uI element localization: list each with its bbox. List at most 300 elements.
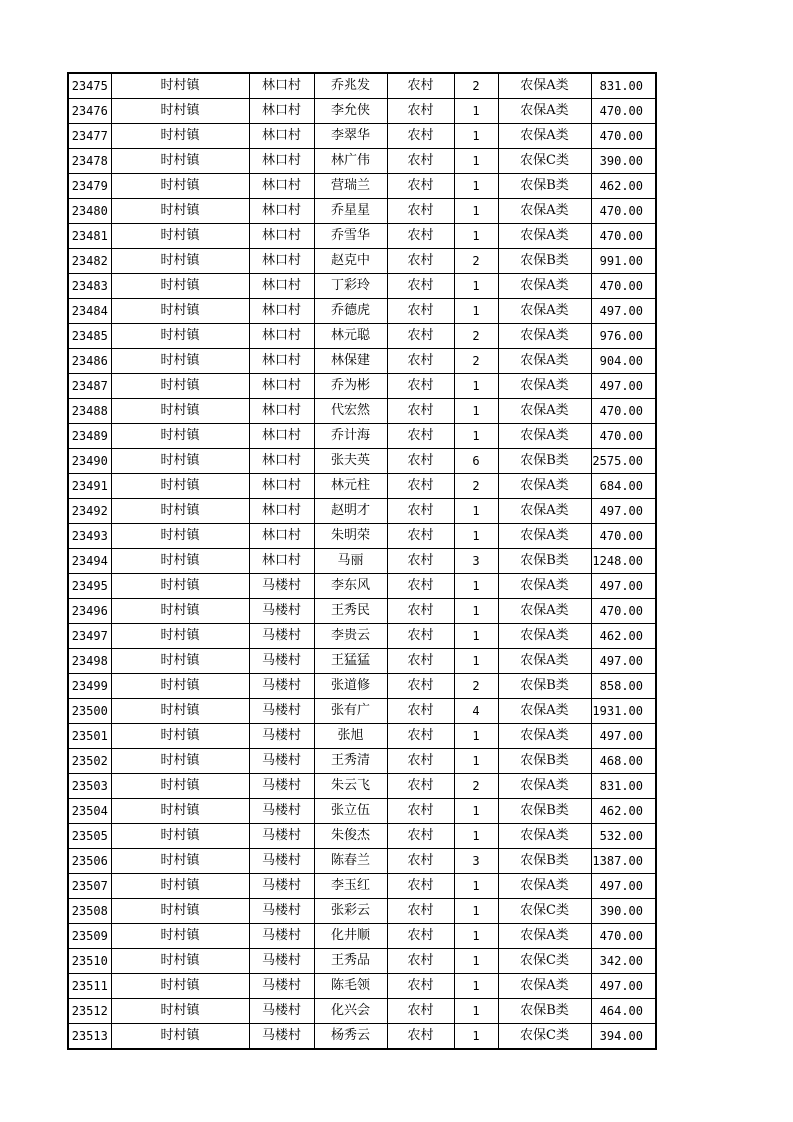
cell-village: 马楼村: [249, 699, 314, 724]
cell-id: 23486: [68, 349, 111, 374]
cell-count: 1: [454, 724, 498, 749]
cell-amount: 1248.00: [591, 549, 656, 574]
cell-category: 农保C类: [498, 149, 591, 174]
cell-name: 李贵云: [314, 624, 387, 649]
cell-id: 23488: [68, 399, 111, 424]
cell-name: 陈春兰: [314, 849, 387, 874]
cell-name: 化井顺: [314, 924, 387, 949]
table-row: [68, 774, 656, 799]
cell-name: 朱明荣: [314, 524, 387, 549]
table-row: [68, 374, 656, 399]
cell-town: 时村镇: [111, 924, 249, 949]
cell-category: 农保A类: [498, 699, 591, 724]
cell-town: 时村镇: [111, 799, 249, 824]
table-row: [68, 949, 656, 974]
cell-type: 农村: [387, 724, 454, 749]
cell-name: 林广伟: [314, 149, 387, 174]
cell-type: 农村: [387, 974, 454, 999]
cell-amount: 831.00: [591, 774, 656, 799]
cell-category: 农保A类: [498, 874, 591, 899]
table-row: [68, 924, 656, 949]
cell-id: 23484: [68, 299, 111, 324]
cell-town: 时村镇: [111, 374, 249, 399]
cell-id: 23477: [68, 124, 111, 149]
cell-count: 1: [454, 299, 498, 324]
cell-name: 化兴会: [314, 999, 387, 1024]
cell-name: 乔星星: [314, 199, 387, 224]
cell-id: 23509: [68, 924, 111, 949]
table-row: [68, 249, 656, 274]
cell-name: 李玉红: [314, 874, 387, 899]
cell-amount: 462.00: [591, 624, 656, 649]
cell-name: 王秀品: [314, 949, 387, 974]
cell-amount: 497.00: [591, 299, 656, 324]
cell-count: 2: [454, 324, 498, 349]
cell-village: 林口村: [249, 399, 314, 424]
cell-name: 朱俊杰: [314, 824, 387, 849]
cell-category: 农保B类: [498, 549, 591, 574]
table-row: [68, 824, 656, 849]
cell-village: 林口村: [249, 424, 314, 449]
cell-name: 杨秀云: [314, 1024, 387, 1050]
cell-count: 1: [454, 199, 498, 224]
cell-count: 1: [454, 999, 498, 1024]
cell-town: 时村镇: [111, 349, 249, 374]
cell-id: 23498: [68, 649, 111, 674]
cell-id: 23503: [68, 774, 111, 799]
cell-village: 林口村: [249, 499, 314, 524]
cell-amount: 342.00: [591, 949, 656, 974]
cell-village: 林口村: [249, 199, 314, 224]
cell-count: 1: [454, 974, 498, 999]
cell-type: 农村: [387, 174, 454, 199]
cell-village: 马楼村: [249, 974, 314, 999]
cell-type: 农村: [387, 899, 454, 924]
cell-type: 农村: [387, 824, 454, 849]
cell-name: 赵明才: [314, 499, 387, 524]
table-row: [68, 599, 656, 624]
table-body: [68, 73, 656, 1049]
cell-category: 农保A类: [498, 274, 591, 299]
cell-village: 马楼村: [249, 799, 314, 824]
cell-type: 农村: [387, 949, 454, 974]
cell-amount: 390.00: [591, 149, 656, 174]
cell-id: 23480: [68, 199, 111, 224]
table-row: [68, 424, 656, 449]
cell-type: 农村: [387, 474, 454, 499]
cell-village: 林口村: [249, 274, 314, 299]
cell-count: 2: [454, 674, 498, 699]
cell-amount: 497.00: [591, 974, 656, 999]
cell-id: 23510: [68, 949, 111, 974]
table-row: [68, 874, 656, 899]
table-row: [68, 149, 656, 174]
cell-village: 马楼村: [249, 674, 314, 699]
cell-category: 农保A类: [498, 424, 591, 449]
cell-village: 林口村: [249, 374, 314, 399]
cell-town: 时村镇: [111, 949, 249, 974]
table-row: [68, 749, 656, 774]
cell-town: 时村镇: [111, 749, 249, 774]
cell-category: 农保A类: [498, 324, 591, 349]
cell-id: 23495: [68, 574, 111, 599]
cell-village: 马楼村: [249, 924, 314, 949]
cell-type: 农村: [387, 99, 454, 124]
cell-name: 朱云飞: [314, 774, 387, 799]
cell-name: 赵克中: [314, 249, 387, 274]
cell-town: 时村镇: [111, 524, 249, 549]
cell-count: 1: [454, 374, 498, 399]
table-row: [68, 349, 656, 374]
cell-category: 农保A类: [498, 124, 591, 149]
cell-name: 丁彩玲: [314, 274, 387, 299]
cell-village: 林口村: [249, 73, 314, 99]
cell-count: 2: [454, 249, 498, 274]
cell-village: 马楼村: [249, 599, 314, 624]
cell-village: 林口村: [249, 474, 314, 499]
cell-town: 时村镇: [111, 424, 249, 449]
table-row: [68, 624, 656, 649]
cell-name: 林保建: [314, 349, 387, 374]
cell-town: 时村镇: [111, 549, 249, 574]
cell-amount: 470.00: [591, 274, 656, 299]
table-row: [68, 524, 656, 549]
cell-name: 张道修: [314, 674, 387, 699]
cell-count: 1: [454, 624, 498, 649]
cell-category: 农保C类: [498, 949, 591, 974]
cell-amount: 470.00: [591, 399, 656, 424]
cell-town: 时村镇: [111, 824, 249, 849]
cell-amount: 470.00: [591, 599, 656, 624]
table-row: [68, 274, 656, 299]
cell-type: 农村: [387, 674, 454, 699]
cell-village: 林口村: [249, 124, 314, 149]
table-row: [68, 849, 656, 874]
cell-town: 时村镇: [111, 299, 249, 324]
cell-id: 23508: [68, 899, 111, 924]
cell-type: 农村: [387, 324, 454, 349]
cell-id: 23492: [68, 499, 111, 524]
cell-amount: 497.00: [591, 499, 656, 524]
cell-amount: 464.00: [591, 999, 656, 1024]
cell-count: 1: [454, 874, 498, 899]
cell-name: 马丽: [314, 549, 387, 574]
cell-name: 乔雪华: [314, 224, 387, 249]
table-row: [68, 199, 656, 224]
cell-category: 农保A类: [498, 624, 591, 649]
cell-name: 陈毛领: [314, 974, 387, 999]
cell-id: 23475: [68, 73, 111, 99]
cell-town: 时村镇: [111, 624, 249, 649]
cell-amount: 462.00: [591, 174, 656, 199]
cell-type: 农村: [387, 274, 454, 299]
cell-category: 农保A类: [498, 574, 591, 599]
cell-name: 代宏然: [314, 399, 387, 424]
cell-amount: 497.00: [591, 374, 656, 399]
cell-category: 农保A类: [498, 924, 591, 949]
cell-town: 时村镇: [111, 599, 249, 624]
cell-count: 1: [454, 224, 498, 249]
table-row: [68, 124, 656, 149]
cell-count: 1: [454, 924, 498, 949]
cell-count: 1: [454, 424, 498, 449]
cell-count: 1: [454, 949, 498, 974]
cell-category: 农保A类: [498, 474, 591, 499]
cell-id: 23497: [68, 624, 111, 649]
cell-count: 4: [454, 699, 498, 724]
cell-type: 农村: [387, 999, 454, 1024]
cell-town: 时村镇: [111, 724, 249, 749]
cell-name: 李翠华: [314, 124, 387, 149]
cell-id: 23493: [68, 524, 111, 549]
cell-count: 1: [454, 274, 498, 299]
cell-count: 1: [454, 524, 498, 549]
cell-village: 林口村: [249, 349, 314, 374]
cell-town: 时村镇: [111, 149, 249, 174]
cell-type: 农村: [387, 549, 454, 574]
cell-town: 时村镇: [111, 274, 249, 299]
cell-category: 农保A类: [498, 399, 591, 424]
cell-name: 张立伍: [314, 799, 387, 824]
cell-name: 乔兆发: [314, 73, 387, 99]
cell-village: 林口村: [249, 524, 314, 549]
cell-id: 23513: [68, 1024, 111, 1050]
cell-amount: 497.00: [591, 874, 656, 899]
cell-id: 23512: [68, 999, 111, 1024]
cell-category: 农保A类: [498, 724, 591, 749]
cell-type: 农村: [387, 224, 454, 249]
cell-type: 农村: [387, 449, 454, 474]
cell-category: 农保A类: [498, 649, 591, 674]
table-row: [68, 224, 656, 249]
cell-count: 1: [454, 174, 498, 199]
cell-village: 马楼村: [249, 649, 314, 674]
cell-amount: 390.00: [591, 899, 656, 924]
table-row: [68, 499, 656, 524]
cell-category: 农保A类: [498, 774, 591, 799]
cell-type: 农村: [387, 199, 454, 224]
cell-id: 23499: [68, 674, 111, 699]
cell-id: 23494: [68, 549, 111, 574]
cell-type: 农村: [387, 624, 454, 649]
table-row: [68, 1024, 656, 1050]
cell-category: 农保A类: [498, 374, 591, 399]
cell-id: 23502: [68, 749, 111, 774]
cell-type: 农村: [387, 574, 454, 599]
cell-amount: 470.00: [591, 524, 656, 549]
cell-count: 1: [454, 749, 498, 774]
cell-count: 2: [454, 774, 498, 799]
cell-village: 马楼村: [249, 874, 314, 899]
cell-category: 农保A类: [498, 599, 591, 624]
cell-count: 1: [454, 99, 498, 124]
cell-count: 1: [454, 649, 498, 674]
cell-amount: 497.00: [591, 724, 656, 749]
cell-count: 2: [454, 349, 498, 374]
cell-category: 农保B类: [498, 849, 591, 874]
cell-village: 马楼村: [249, 849, 314, 874]
cell-id: 23489: [68, 424, 111, 449]
cell-village: 马楼村: [249, 774, 314, 799]
cell-village: 林口村: [249, 149, 314, 174]
cell-village: 马楼村: [249, 1024, 314, 1050]
cell-town: 时村镇: [111, 449, 249, 474]
cell-type: 农村: [387, 749, 454, 774]
cell-id: 23481: [68, 224, 111, 249]
cell-town: 时村镇: [111, 124, 249, 149]
cell-town: 时村镇: [111, 474, 249, 499]
cell-village: 林口村: [249, 174, 314, 199]
cell-count: 1: [454, 824, 498, 849]
cell-id: 23496: [68, 599, 111, 624]
table-row: [68, 724, 656, 749]
cell-town: 时村镇: [111, 1024, 249, 1050]
cell-amount: 1931.00: [591, 699, 656, 724]
cell-amount: 462.00: [591, 799, 656, 824]
cell-amount: 2575.00: [591, 449, 656, 474]
cell-town: 时村镇: [111, 649, 249, 674]
cell-town: 时村镇: [111, 699, 249, 724]
cell-town: 时村镇: [111, 73, 249, 99]
cell-amount: 470.00: [591, 99, 656, 124]
table-row: [68, 899, 656, 924]
cell-town: 时村镇: [111, 324, 249, 349]
cell-type: 农村: [387, 524, 454, 549]
cell-village: 林口村: [249, 249, 314, 274]
table-row: [68, 999, 656, 1024]
cell-town: 时村镇: [111, 849, 249, 874]
cell-category: 农保C类: [498, 1024, 591, 1050]
cell-type: 农村: [387, 649, 454, 674]
table-row: [68, 174, 656, 199]
cell-name: 张旭: [314, 724, 387, 749]
cell-type: 农村: [387, 849, 454, 874]
cell-town: 时村镇: [111, 399, 249, 424]
cell-type: 农村: [387, 399, 454, 424]
cell-village: 林口村: [249, 224, 314, 249]
table-row: [68, 649, 656, 674]
cell-name: 林元聪: [314, 324, 387, 349]
cell-name: 乔计海: [314, 424, 387, 449]
cell-type: 农村: [387, 499, 454, 524]
table-row: [68, 99, 656, 124]
cell-category: 农保B类: [498, 449, 591, 474]
cell-amount: 470.00: [591, 924, 656, 949]
cell-name: 王猛猛: [314, 649, 387, 674]
table-row: [68, 799, 656, 824]
cell-category: 农保A类: [498, 99, 591, 124]
cell-amount: 904.00: [591, 349, 656, 374]
cell-category: 农保A类: [498, 199, 591, 224]
cell-category: 农保A类: [498, 499, 591, 524]
cell-id: 23487: [68, 374, 111, 399]
cell-village: 马楼村: [249, 724, 314, 749]
cell-town: 时村镇: [111, 99, 249, 124]
cell-id: 23504: [68, 799, 111, 824]
table-row: [68, 574, 656, 599]
cell-name: 王秀清: [314, 749, 387, 774]
cell-category: 农保B类: [498, 749, 591, 774]
cell-amount: 1387.00: [591, 849, 656, 874]
cell-count: 1: [454, 599, 498, 624]
cell-count: 1: [454, 399, 498, 424]
cell-type: 农村: [387, 924, 454, 949]
cell-village: 马楼村: [249, 949, 314, 974]
cell-id: 23507: [68, 874, 111, 899]
cell-town: 时村镇: [111, 174, 249, 199]
cell-category: 农保A类: [498, 349, 591, 374]
cell-amount: 497.00: [591, 649, 656, 674]
cell-type: 农村: [387, 424, 454, 449]
cell-amount: 858.00: [591, 674, 656, 699]
cell-category: 农保A类: [498, 224, 591, 249]
cell-count: 1: [454, 574, 498, 599]
cell-category: 农保B类: [498, 249, 591, 274]
cell-type: 农村: [387, 1024, 454, 1050]
cell-village: 林口村: [249, 449, 314, 474]
cell-type: 农村: [387, 124, 454, 149]
cell-category: 农保B类: [498, 999, 591, 1024]
cell-amount: 470.00: [591, 424, 656, 449]
cell-amount: 684.00: [591, 474, 656, 499]
cell-type: 农村: [387, 299, 454, 324]
cell-town: 时村镇: [111, 574, 249, 599]
cell-category: 农保A类: [498, 974, 591, 999]
cell-count: 1: [454, 799, 498, 824]
cell-village: 林口村: [249, 99, 314, 124]
cell-village: 马楼村: [249, 574, 314, 599]
cell-type: 农村: [387, 249, 454, 274]
cell-amount: 470.00: [591, 124, 656, 149]
cell-town: 时村镇: [111, 249, 249, 274]
cell-id: 23505: [68, 824, 111, 849]
cell-amount: 991.00: [591, 249, 656, 274]
table-row: [68, 73, 656, 99]
cell-village: 林口村: [249, 324, 314, 349]
cell-name: 营瑞兰: [314, 174, 387, 199]
cell-town: 时村镇: [111, 974, 249, 999]
cell-name: 林元柱: [314, 474, 387, 499]
cell-count: 2: [454, 474, 498, 499]
cell-category: 农保A类: [498, 73, 591, 99]
cell-category: 农保A类: [498, 524, 591, 549]
cell-amount: 470.00: [591, 199, 656, 224]
cell-type: 农村: [387, 599, 454, 624]
cell-town: 时村镇: [111, 499, 249, 524]
cell-village: 林口村: [249, 299, 314, 324]
cell-amount: 831.00: [591, 73, 656, 99]
cell-count: 6: [454, 449, 498, 474]
cell-id: 23478: [68, 149, 111, 174]
cell-category: 农保A类: [498, 824, 591, 849]
cell-amount: 470.00: [591, 224, 656, 249]
cell-type: 农村: [387, 774, 454, 799]
cell-type: 农村: [387, 874, 454, 899]
cell-category: 农保B类: [498, 799, 591, 824]
cell-id: 23479: [68, 174, 111, 199]
cell-amount: 497.00: [591, 574, 656, 599]
table-row: [68, 399, 656, 424]
cell-id: 23490: [68, 449, 111, 474]
cell-name: 乔德虎: [314, 299, 387, 324]
cell-count: 1: [454, 1024, 498, 1050]
cell-town: 时村镇: [111, 674, 249, 699]
cell-count: 1: [454, 124, 498, 149]
table-row: [68, 974, 656, 999]
cell-count: 2: [454, 73, 498, 99]
cell-id: 23485: [68, 324, 111, 349]
cell-type: 农村: [387, 699, 454, 724]
